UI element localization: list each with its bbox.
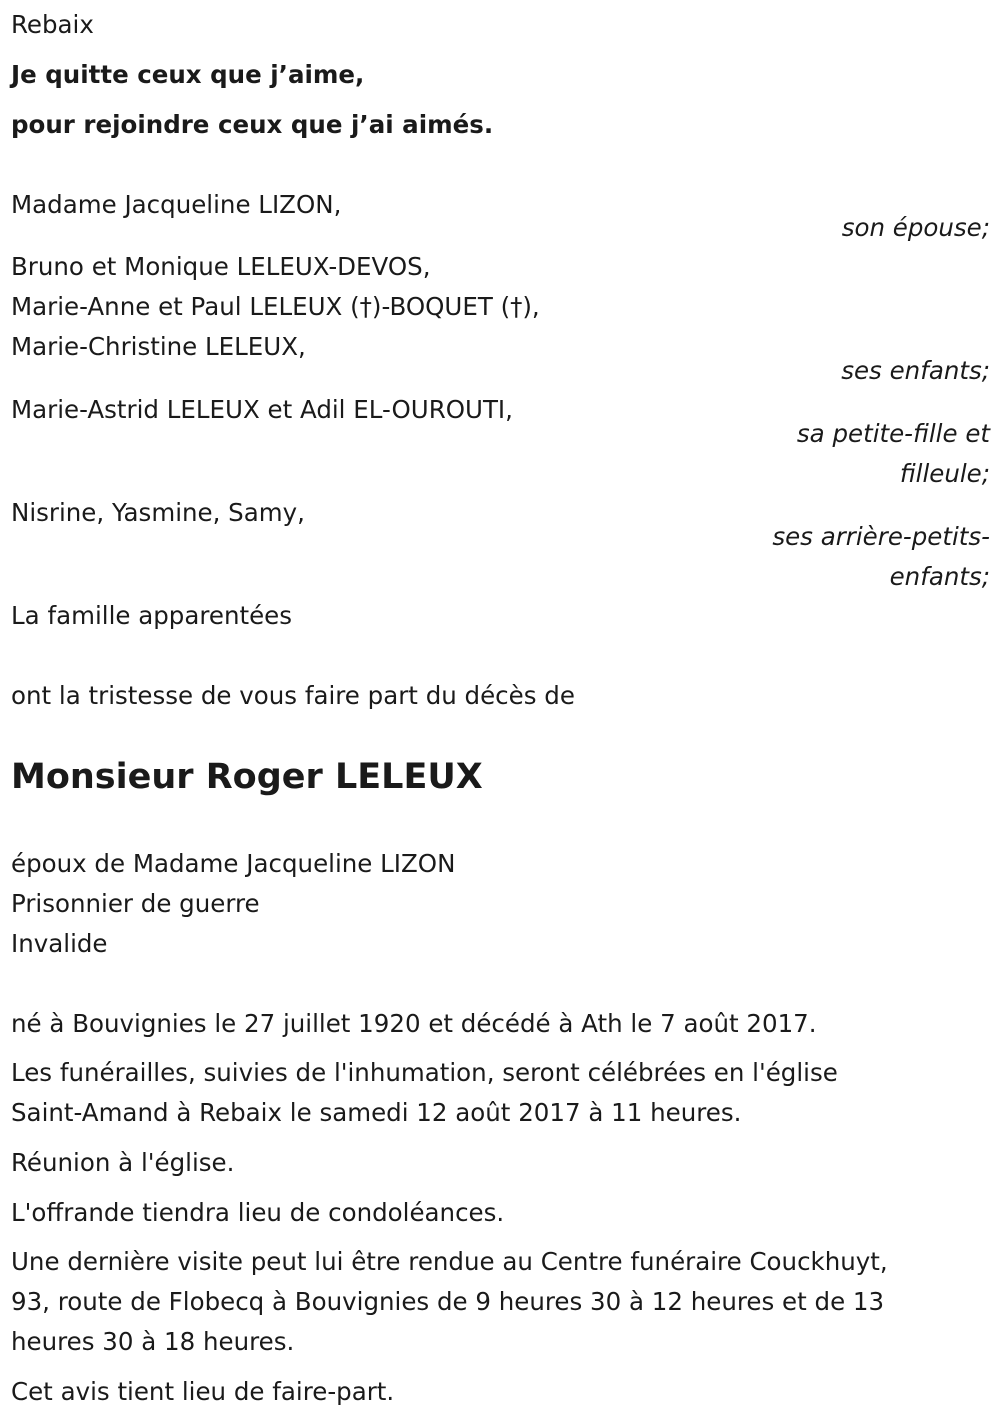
city-name: Rebaix: [11, 10, 94, 39]
child-name: Bruno et Monique LELEUX-DEVOS,: [11, 252, 431, 281]
notice-text: Cet avis tient lieu de faire-part.: [11, 1377, 395, 1406]
meeting-text: Réunion à l'église.: [11, 1148, 235, 1177]
offering-text: L'offrande tiendra lieu de condoléances.: [11, 1198, 505, 1227]
granddaughter-role-line-1: sa petite-fille et: [796, 419, 990, 448]
great-grandchildren-role-line-2: enfants;: [889, 562, 990, 591]
announcement-text: ont la tristesse de vous faire part du décès de: [11, 681, 575, 710]
funeral-line-2: Saint-Amand à Rebaix le samedi 12 août 2017 à 11 heures.: [11, 1098, 742, 1127]
great-grandchildren-role-line-1: ses arrière-petits-: [772, 522, 990, 551]
deceased-detail: Prisonnier de guerre: [11, 889, 260, 918]
deceased-detail: époux de Madame Jacqueline LIZON: [11, 849, 456, 878]
funeral-line-1: Les funérailles, suivies de l'inhumation, seront célébrées en l'église: [11, 1058, 838, 1087]
spouse-role: son épouse;: [841, 213, 990, 242]
visit-line-2: 93, route de Flobecq à Bouvignies de 9 heures 30 à 12 heures et de 13: [11, 1287, 885, 1316]
visit-line-1: Une dernière visite peut lui être rendue au Centre funéraire Couckhuyt,: [11, 1247, 888, 1276]
relatives-line: La famille apparentées: [11, 601, 293, 630]
granddaughter-name: Marie-Astrid LELEUX et Adil EL-OUROUTI,: [11, 395, 513, 424]
spouse-name: Madame Jacqueline LIZON,: [11, 190, 342, 219]
birth-death-text: né à Bouvignies le 27 juillet 1920 et décédé à Ath le 7 août 2017.: [11, 1009, 817, 1038]
child-name: Marie-Christine LELEUX,: [11, 332, 306, 361]
deceased-name: Monsieur Roger LELEUX: [11, 757, 483, 797]
children-role: ses enfants;: [841, 356, 990, 385]
great-grandchildren-names: Nisrine, Yasmine, Samy,: [11, 498, 305, 527]
quote-line-2: pour rejoindre ceux que j’ai aimés.: [11, 110, 494, 139]
deceased-detail: Invalide: [11, 929, 108, 958]
quote-line-1: Je quitte ceux que j’aime,: [11, 60, 365, 89]
child-name: Marie-Anne et Paul LELEUX (†)-BOQUET (†),: [11, 292, 540, 321]
visit-line-3: heures 30 à 18 heures.: [11, 1327, 295, 1356]
granddaughter-role-line-2: filleule;: [899, 459, 990, 488]
